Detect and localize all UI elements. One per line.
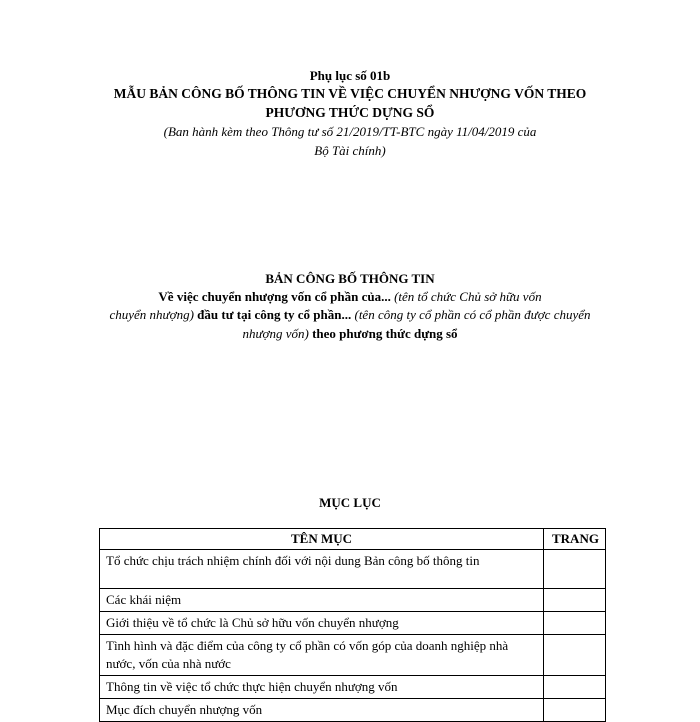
announcement-subtitle-line2 xyxy=(0,306,700,324)
toc-page-cell xyxy=(544,589,606,612)
announcement-subtitle-line1 xyxy=(0,288,700,306)
toc-page-cell xyxy=(544,550,606,589)
toc-table xyxy=(99,528,606,722)
subtitle-bold-part: theo phương thức dựng sổ xyxy=(308,326,458,341)
toc-page-cell xyxy=(544,612,606,635)
subtitle-bold-part: Về việc chuyển nhượng vốn cổ phần của... xyxy=(158,289,395,304)
appendix-label: Phụ lục số 01b xyxy=(309,68,391,83)
toc-item: Tổ chức chịu trách nhiệm chính đối với nội dung Bản công bố thông tin xyxy=(100,550,544,589)
issued-note-line2: Bộ Tài chính) xyxy=(314,143,386,158)
toc-item: Các khái niệm xyxy=(100,589,544,612)
toc-item: Mục đích chuyển nhượng vốn xyxy=(100,699,544,722)
table-row xyxy=(100,676,606,699)
toc-heading: MỤC LỤC xyxy=(319,495,381,510)
toc-item: Tình hình và đặc điểm của công ty cổ phần có vốn góp của doanh nghiệp nhà nước, vốn của nhà nước xyxy=(100,635,544,676)
toc-col-page-header: TRANG xyxy=(544,529,606,550)
announcement-title: BẢN CÔNG BỐ THÔNG TIN xyxy=(265,271,435,286)
table-row xyxy=(100,635,606,676)
subtitle-italic-part: chuyển nhượng) xyxy=(109,307,194,322)
announcement-subtitle-line3 xyxy=(0,325,700,343)
table-row xyxy=(100,589,606,612)
table-row xyxy=(100,612,606,635)
toc-item: Giới thiệu về tổ chức là Chủ sở hữu vốn chuyển nhượng xyxy=(100,612,544,635)
toc-page-cell xyxy=(544,676,606,699)
document-title-line1: MẪU BẢN CÔNG BỐ THÔNG TIN VỀ VIỆC CHUYỂN NHƯỢNG VỐN THEO xyxy=(113,86,587,101)
toc-page-cell xyxy=(544,699,606,722)
subtitle-italic-part: nhượng vốn) xyxy=(242,326,309,341)
subtitle-italic-part: (tên công ty cổ phần có cổ phần được chuyển xyxy=(354,307,591,322)
subtitle-italic-part: (tên tổ chức Chủ sở hữu vốn xyxy=(394,289,542,304)
toc-header-row xyxy=(100,529,606,550)
table-row xyxy=(100,550,606,589)
toc-col-name-header: TÊN MỤC xyxy=(100,529,544,550)
table-row xyxy=(100,699,606,722)
document-title-line2: PHƯƠNG THỨC DỰNG SỔ xyxy=(265,105,435,120)
toc-page-cell xyxy=(544,635,606,676)
toc-item: Thông tin về việc tổ chức thực hiện chuyển nhượng vốn xyxy=(100,676,544,699)
subtitle-bold-part: đầu tư tại công ty cổ phần... xyxy=(193,307,355,322)
issued-note-line1: (Ban hành kèm theo Thông tư số 21/2019/TT-BTC ngày 11/04/2019 của xyxy=(163,124,537,139)
